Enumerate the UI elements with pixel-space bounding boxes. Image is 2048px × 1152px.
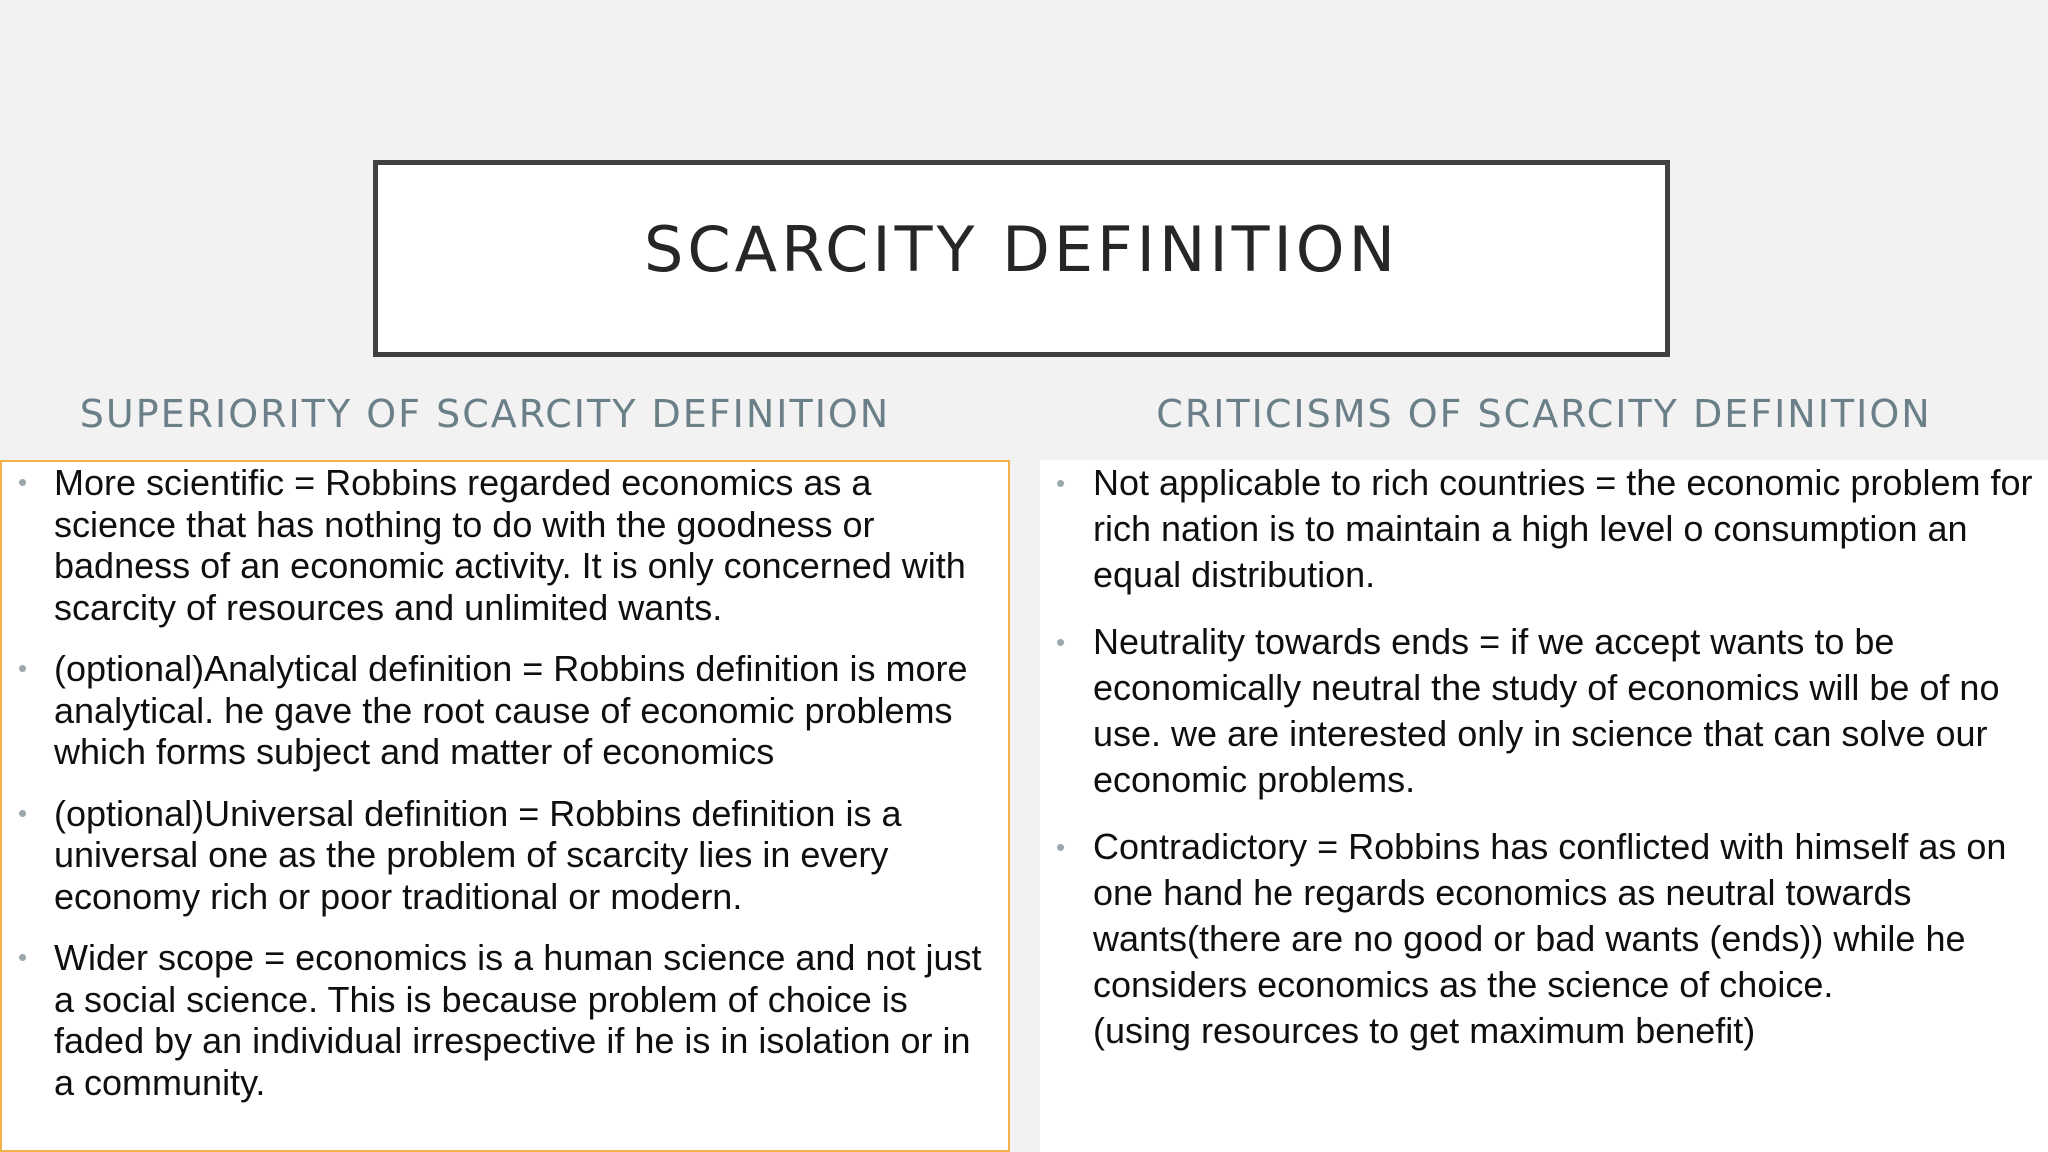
- title-box[interactable]: [373, 160, 1670, 357]
- right-bullet-list: [1040, 460, 2048, 1054]
- slide-title: SCARCITY DEFINITION: [644, 213, 1399, 286]
- bullet-dot-icon: •: [1056, 468, 1066, 498]
- bullet-item: [1040, 824, 2048, 1054]
- left-bullet-list: [2, 462, 1008, 1103]
- bullet-text: (optional)Analytical definition = Robbins definition is more analytical. he gave the root cause of economic problems which forms subject and matter of economics: [54, 648, 968, 772]
- bullet-dot-icon: •: [1056, 832, 1066, 862]
- bullet-item: [2, 648, 1008, 773]
- left-column-heading: SUPERIORITY OF SCARCITY DEFINITION: [79, 392, 891, 436]
- bullet-text: Wider scope = economics is a human science and not just a social science. This is because problem of choice is faded by an individual irrespective if he is in isolation or in a community.: [54, 937, 982, 1103]
- bullet-item: [2, 793, 1008, 918]
- bullet-extra-line: (using resources to get maximum benefit): [1093, 1010, 1756, 1051]
- bullet-item: [1040, 619, 2048, 803]
- bullet-dot-icon: •: [18, 797, 28, 828]
- bullet-text: Not applicable to rich countries = the economic problem for rich nation is to maintain a high level o consumption an equal distribution.: [1093, 462, 2033, 595]
- bullet-text: Neutrality towards ends = if we accept wants to be economically neutral the study of economics will be of no use. we are interested only in science that can solve our economic problems.: [1093, 621, 2000, 800]
- left-content-box[interactable]: [0, 460, 1010, 1152]
- bullet-dot-icon: •: [18, 467, 28, 497]
- right-content-box[interactable]: [1040, 460, 2048, 1152]
- bullet-text: (optional)Universal definition = Robbins definition is a universal one as the problem of scarcity lies in every economy rich or poor traditional or modern.: [54, 792, 902, 917]
- bullet-text: Contradictory = Robbins has conflicted with himself as on one hand he regards economics as neutral towards wants(there are no good or bad wants (ends)) while he considers economics as the science of choice.: [1093, 826, 2007, 1005]
- right-column-heading: CRITICISMS OF SCARCITY DEFINITION: [1156, 392, 1932, 436]
- bullet-dot-icon: •: [1056, 627, 1066, 657]
- bullet-item: [2, 462, 1008, 628]
- bullet-item: [2, 937, 1008, 1103]
- bullet-item: [1040, 460, 2048, 598]
- bullet-dot-icon: •: [18, 653, 28, 683]
- bullet-text: More scientific = Robbins regarded economics as a science that has nothing to do with the goodness or badness of an economic activity. It is only concerned with scarcity of resources and unlimited wants.: [54, 462, 966, 628]
- bullet-dot-icon: •: [18, 942, 28, 972]
